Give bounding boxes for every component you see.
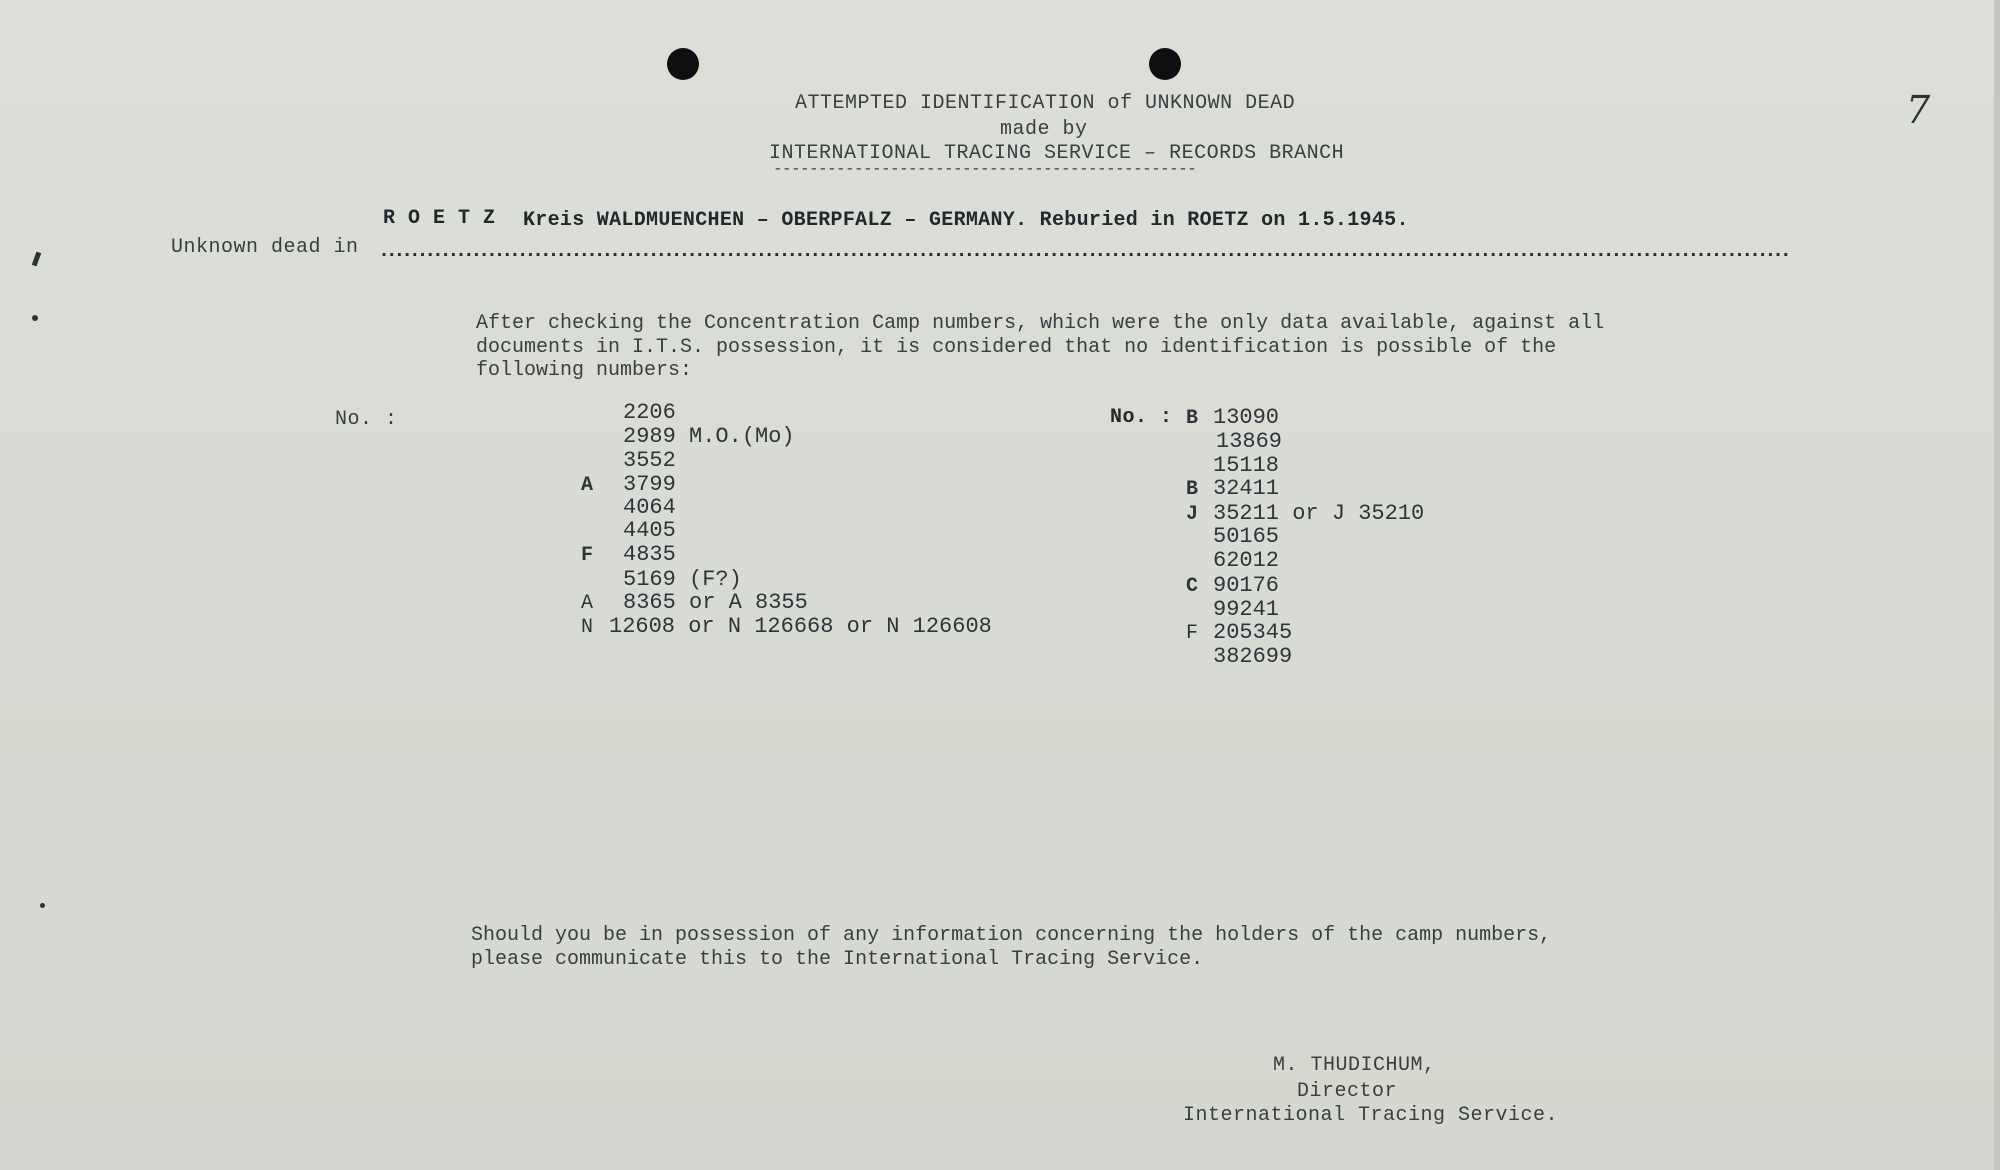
camp-number: 62012 <box>1213 548 1280 573</box>
camp-number: 3799 <box>623 472 676 497</box>
number-prefix: B <box>1186 478 1199 501</box>
camp-number: 5169 (F?) <box>623 567 742 592</box>
camp-number: 13090 <box>1213 405 1280 430</box>
signature-title: Director <box>1297 1080 1398 1103</box>
number-prefix: B <box>1186 407 1199 430</box>
camp-number: 99241 <box>1213 597 1280 622</box>
camp-number: 4405 <box>623 518 676 543</box>
margin-mark <box>40 903 45 908</box>
number-prefix: C <box>1186 575 1199 598</box>
intro-line-1: After checking the Concentration Camp numbers, which were the only data available, against all <box>476 312 1605 335</box>
header-rule: ----------------------------------------------- <box>773 160 1197 178</box>
left-column-label: No. : <box>335 408 398 431</box>
punch-hole-left <box>667 48 699 80</box>
camp-number: 90176 <box>1213 573 1280 598</box>
camp-number: 12608 or N 126668 or N 126608 <box>609 614 992 639</box>
camp-number: 205345 <box>1213 620 1293 645</box>
header-subtitle: made by <box>1000 118 1088 141</box>
closing-line-2: please communicate this to the International Tracing Service. <box>471 948 1204 971</box>
right-column-label: No. : <box>1110 406 1173 429</box>
header-title: ATTEMPTED IDENTIFICATION of UNKNOWN DEAD <box>795 92 1296 115</box>
number-prefix: F <box>581 544 594 567</box>
closing-line-1: Should you be in possession of any information concerning the holders of the camp numbers, <box>471 924 1552 947</box>
number-prefix: J <box>1186 503 1199 526</box>
camp-number: 382699 <box>1213 644 1293 669</box>
number-prefix: N <box>581 616 594 639</box>
intro-line-2: documents in I.T.S. possession, it is considered that no identification is possible of the <box>476 336 1557 359</box>
margin-mark <box>32 252 41 267</box>
location-detail: Kreis WALDMUENCHEN – OBERPFALZ – GERMANY. Reburied in ROETZ on 1.5.1945. <box>523 209 1409 232</box>
camp-number: 3552 <box>623 448 676 473</box>
camp-number: 4835 <box>623 542 676 567</box>
punch-hole-right <box>1149 48 1181 80</box>
number-prefix: A <box>581 592 594 615</box>
page-edge <box>1994 0 2000 1170</box>
unknown-dead-label: Unknown dead in <box>171 236 359 259</box>
signature-name: M. THUDICHUM, <box>1273 1054 1436 1077</box>
camp-number: 32411 <box>1213 476 1280 501</box>
camp-number: 8365 or A 8355 <box>623 590 808 615</box>
margin-mark <box>32 315 38 321</box>
camp-number: 13869 <box>1216 429 1283 454</box>
signature-organization: International Tracing Service. <box>1183 1104 1559 1127</box>
camp-number: 2989 M.O.(Mo) <box>623 424 795 449</box>
page-number: 7 <box>1906 88 1931 132</box>
header-organization: INTERNATIONAL TRACING SERVICE – RECORDS BRANCH <box>769 142 1345 165</box>
camp-number: 15118 <box>1213 453 1280 478</box>
camp-number: 35211 or J 35210 <box>1213 501 1425 526</box>
number-prefix: A <box>581 474 594 497</box>
number-prefix: F <box>1186 622 1199 645</box>
camp-number: 4064 <box>623 495 676 520</box>
location-place: R O E T Z <box>383 207 496 230</box>
intro-line-3: following numbers: <box>476 359 693 382</box>
dotted-leader: ....................................................................................................................................................................................... <box>378 240 1788 263</box>
camp-number: 50165 <box>1213 524 1280 549</box>
camp-number: 2206 <box>623 400 676 425</box>
